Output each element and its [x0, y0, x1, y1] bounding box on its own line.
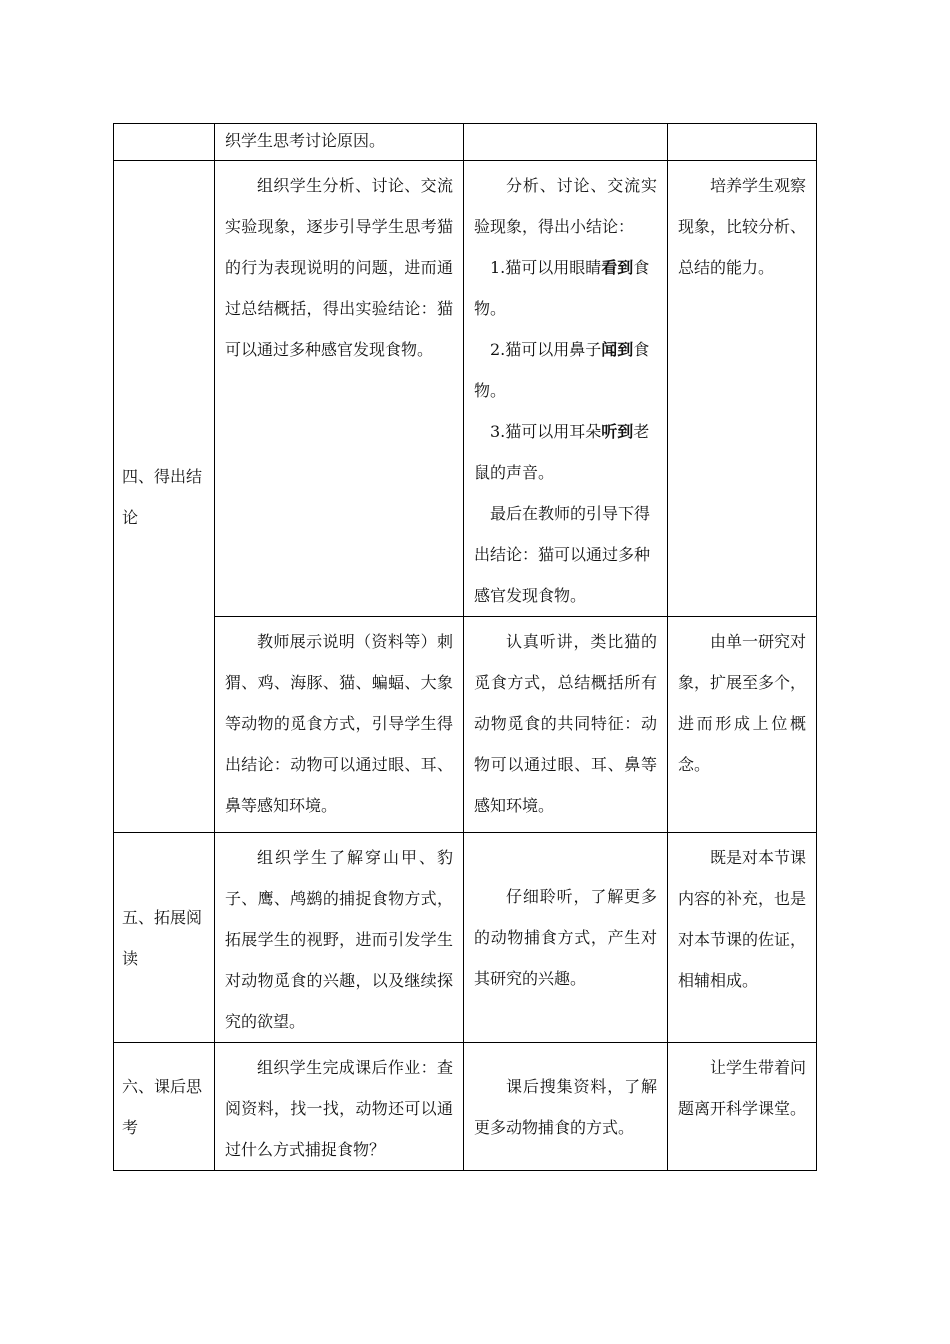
stage-label: 六、课后思考 — [122, 1076, 203, 1137]
teacher-activity-text: 织学生思考讨论原因。 — [225, 131, 386, 150]
design-intent-text: 培养学生观察现象，比较分析、总结的能力。 — [678, 176, 807, 277]
teacher-activity-cell — [215, 833, 464, 1043]
design-intent-cell — [668, 124, 817, 161]
table-row — [114, 833, 817, 1043]
teacher-activity-text: 组织学生了解穿山甲、豹子、鹰、鸬鹚的捕捉食物方式，拓展学生的视野，进而引发学生对动物觅食的兴趣，以及继续探究的欲望。 — [225, 848, 453, 1031]
design-intent-text: 既是对本节课内容的补充，也是对本节课的佐证，相辅相成。 — [678, 848, 807, 990]
table-row — [114, 617, 817, 833]
student-activity-cell — [464, 1043, 668, 1171]
teacher-activity-cell — [215, 161, 464, 617]
design-intent-text: 由单一研究对象，扩展至多个，进而形成上位概念。 — [678, 632, 807, 774]
teacher-activity-text: 组织学生分析、讨论、交流实验现象，逐步引导学生思考猫的行为表现说明的问题，进而通过总结概括，得出实验结论：猫可以通过多种感官发现食物。 — [225, 176, 453, 359]
lesson-plan-table — [113, 123, 817, 1171]
stage-cell — [114, 124, 215, 161]
table-row — [114, 161, 817, 617]
stage-cell — [114, 1043, 215, 1171]
student-activity-cell — [464, 617, 668, 833]
design-intent-cell — [668, 1043, 817, 1171]
teacher-activity-cell — [215, 124, 464, 161]
student-activity-text: 认真听讲，类比猫的觅食方式，总结概括所有动物觅食的共同特征：动物可以通过眼、耳、鼻等感知环境。 — [474, 632, 657, 815]
stage-cell — [114, 833, 215, 1043]
teacher-activity-text: 组织学生完成课后作业：查阅资料，找一找，动物还可以通过什么方式捕捉食物？ — [225, 1058, 453, 1159]
student-activity-cell — [464, 124, 668, 161]
student-activity-intro: 分析、讨论、交流实验现象，得出小结论： — [474, 176, 657, 236]
table-row — [114, 124, 817, 161]
design-intent-cell — [668, 617, 817, 833]
design-intent-cell — [668, 161, 817, 617]
teacher-activity-text: 教师展示说明（资料等）刺猬、鸡、海豚、猫、蝙蝠、大象等动物的觅食方式，引导学生得出结论：动物可以通过眼、耳、鼻等感知环境。 — [225, 632, 453, 815]
stage-cell — [114, 161, 215, 833]
teacher-activity-cell — [215, 617, 464, 833]
student-activity-cell — [464, 161, 668, 617]
stage-label: 四、得出结论 — [122, 466, 203, 527]
design-intent-text: 让学生带着问题离开科学课堂。 — [678, 1058, 807, 1118]
conclusion-point: 1.猫可以用眼睛看到食物。 — [474, 258, 650, 318]
table-row — [114, 1043, 817, 1171]
stage-label: 五、拓展阅读 — [122, 907, 203, 968]
conclusion-point: 2.猫可以用鼻子闻到食物。 — [474, 340, 650, 400]
student-activity-text: 仔细聆听，了解更多的动物捕食方式，产生对其研究的兴趣。 — [474, 887, 657, 988]
design-intent-cell — [668, 833, 817, 1043]
student-activity-cell — [464, 833, 668, 1043]
teacher-activity-cell — [215, 1043, 464, 1171]
student-activity-conclusion: 最后在教师的引导下得出结论：猫可以通过多种感官发现食物。 — [474, 504, 651, 605]
conclusion-point: 3.猫可以用耳朵听到老鼠的声音。 — [474, 422, 650, 482]
student-activity-text: 课后搜集资料，了解更多动物捕食的方式。 — [474, 1076, 657, 1137]
